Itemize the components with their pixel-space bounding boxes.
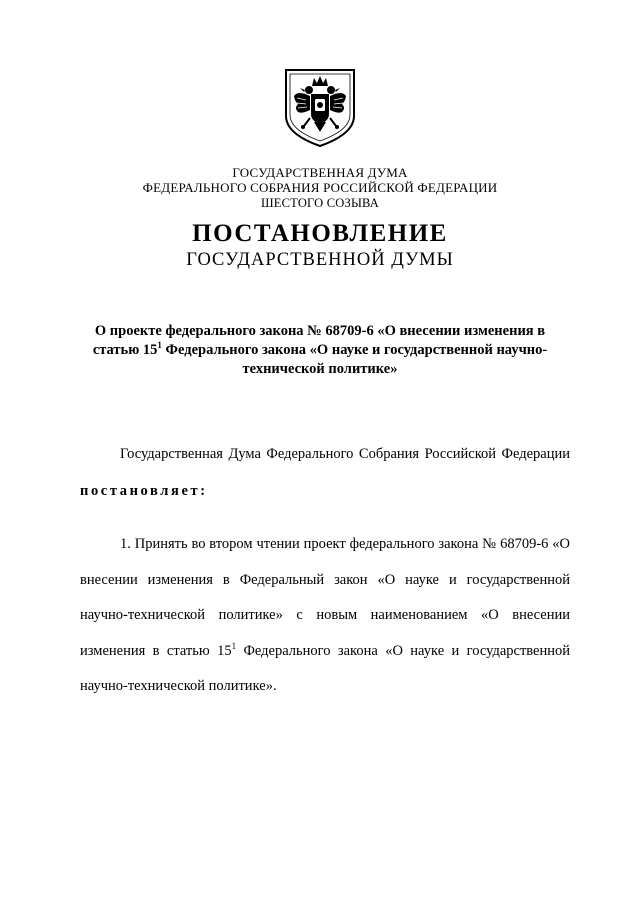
document-subject — [90, 322, 550, 379]
document-type-subtitle: ГОСУДАРСТВЕННОЙ ДУМЫ — [186, 250, 454, 270]
subject-superscript: 1 — [157, 340, 162, 350]
preamble-verb: постановляет: — [80, 483, 208, 499]
document-type-title: ПОСТАНОВЛЕНИЕ — [192, 220, 448, 247]
resolution-paragraph-1 — [80, 527, 570, 705]
header-line-1: ГОСУДАРСТВЕННАЯ ДУМА — [232, 165, 408, 180]
header-line-2: ФЕДЕРАЛЬНОГО СОБРАНИЯ РОССИЙСКОЙ ФЕДЕРАЦИИ — [142, 180, 498, 195]
paragraph-1-superscript: 1 — [231, 640, 237, 651]
coat-of-arms-emblem-icon — [280, 66, 360, 150]
paragraph-1-part-2: Федерального закона «О науке и государственной научно-технической политике». — [80, 642, 571, 694]
preamble-text: Государственная Дума Федерального Собрания Российской Федерации — [120, 446, 570, 462]
preamble-paragraph — [80, 436, 570, 510]
subject-text-part-2: Федерального закона «О науке и государственной научно-технической политике» — [161, 342, 548, 377]
header-line-3: ШЕСТОГО СОЗЫВА — [260, 196, 380, 210]
paragraph-1-part-1: 1. Принять во втором чтении проект федерального закона № 68709-6 «О внесении изменения в Федеральный закон «О науке и государственной научно-технической политике» с новым наименованием «О внесении изменения в статью 15 — [80, 536, 570, 659]
subject-text-part-1: О проекте федерального закона № 68709-6 «О внесении изменения в статью 15 — [92, 323, 546, 358]
